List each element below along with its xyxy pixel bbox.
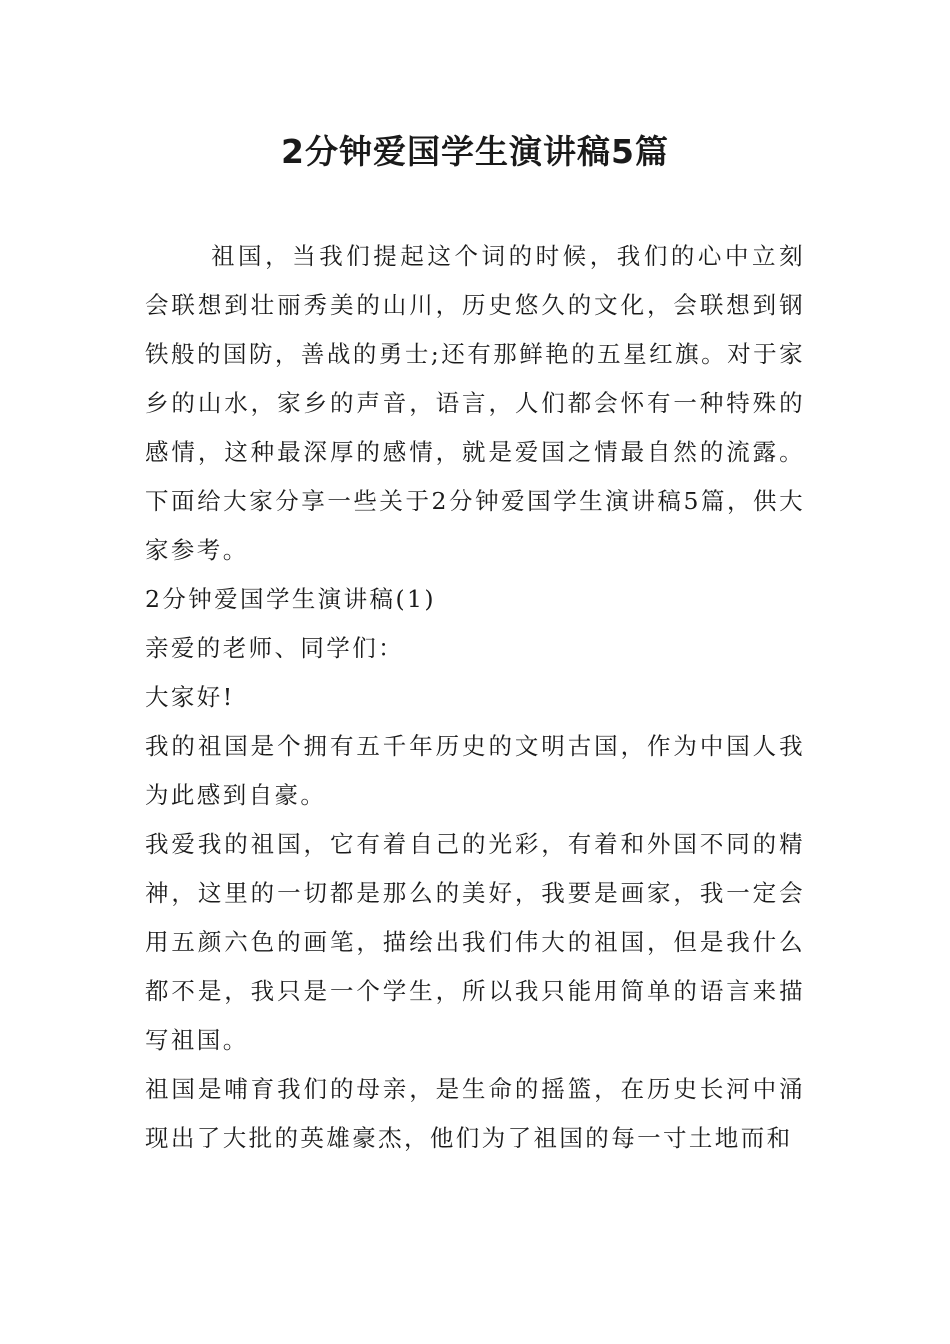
intro-paragraph: 祖国，当我们提起这个词的时候，我们的心中立刻会联想到壮丽秀美的山川，历史悠久的文化，会联想到钢铁般的国防，善战的勇士;还有那鲜艳的五星红旗。对于家乡的山水，家乡的声音，语言，人们都会怀有一种特殊的感情，这种最深厚的感情，就是爱国之情最自然的流露。下面给大家分享一些关于2分钟爱国学生演讲稿5篇，供大家参考。 xyxy=(145,242,805,564)
document-title: 2分钟爱国学生演讲稿5篇 xyxy=(281,132,669,171)
document-body xyxy=(145,232,805,1163)
salutation-paragraph: 亲爱的老师、同学们： xyxy=(145,634,404,662)
section-heading: 2分钟爱国学生演讲稿(1) xyxy=(145,585,436,613)
body-paragraph: 我的祖国是个拥有五千年历史的文明古国，作为中国人我为此感到自豪。 xyxy=(145,732,805,809)
body-paragraph: 我爱我的祖国，它有着自己的光彩，有着和外国不同的精神，这里的一切都是那么的美好，我要是画家，我一定会用五颜六色的画笔，描绘出我们伟大的祖国，但是我什么都不是，我只是一个学生，所以我只能用简单的语言来描写祖国。 xyxy=(145,830,805,1054)
body-paragraph: 祖国是哺育我们的母亲，是生命的摇篮，在历史长河中涌现出了大批的英雄豪杰，他们为了祖国的每一寸土地而和 xyxy=(145,1075,805,1152)
greeting-paragraph: 大家好! xyxy=(145,683,235,711)
